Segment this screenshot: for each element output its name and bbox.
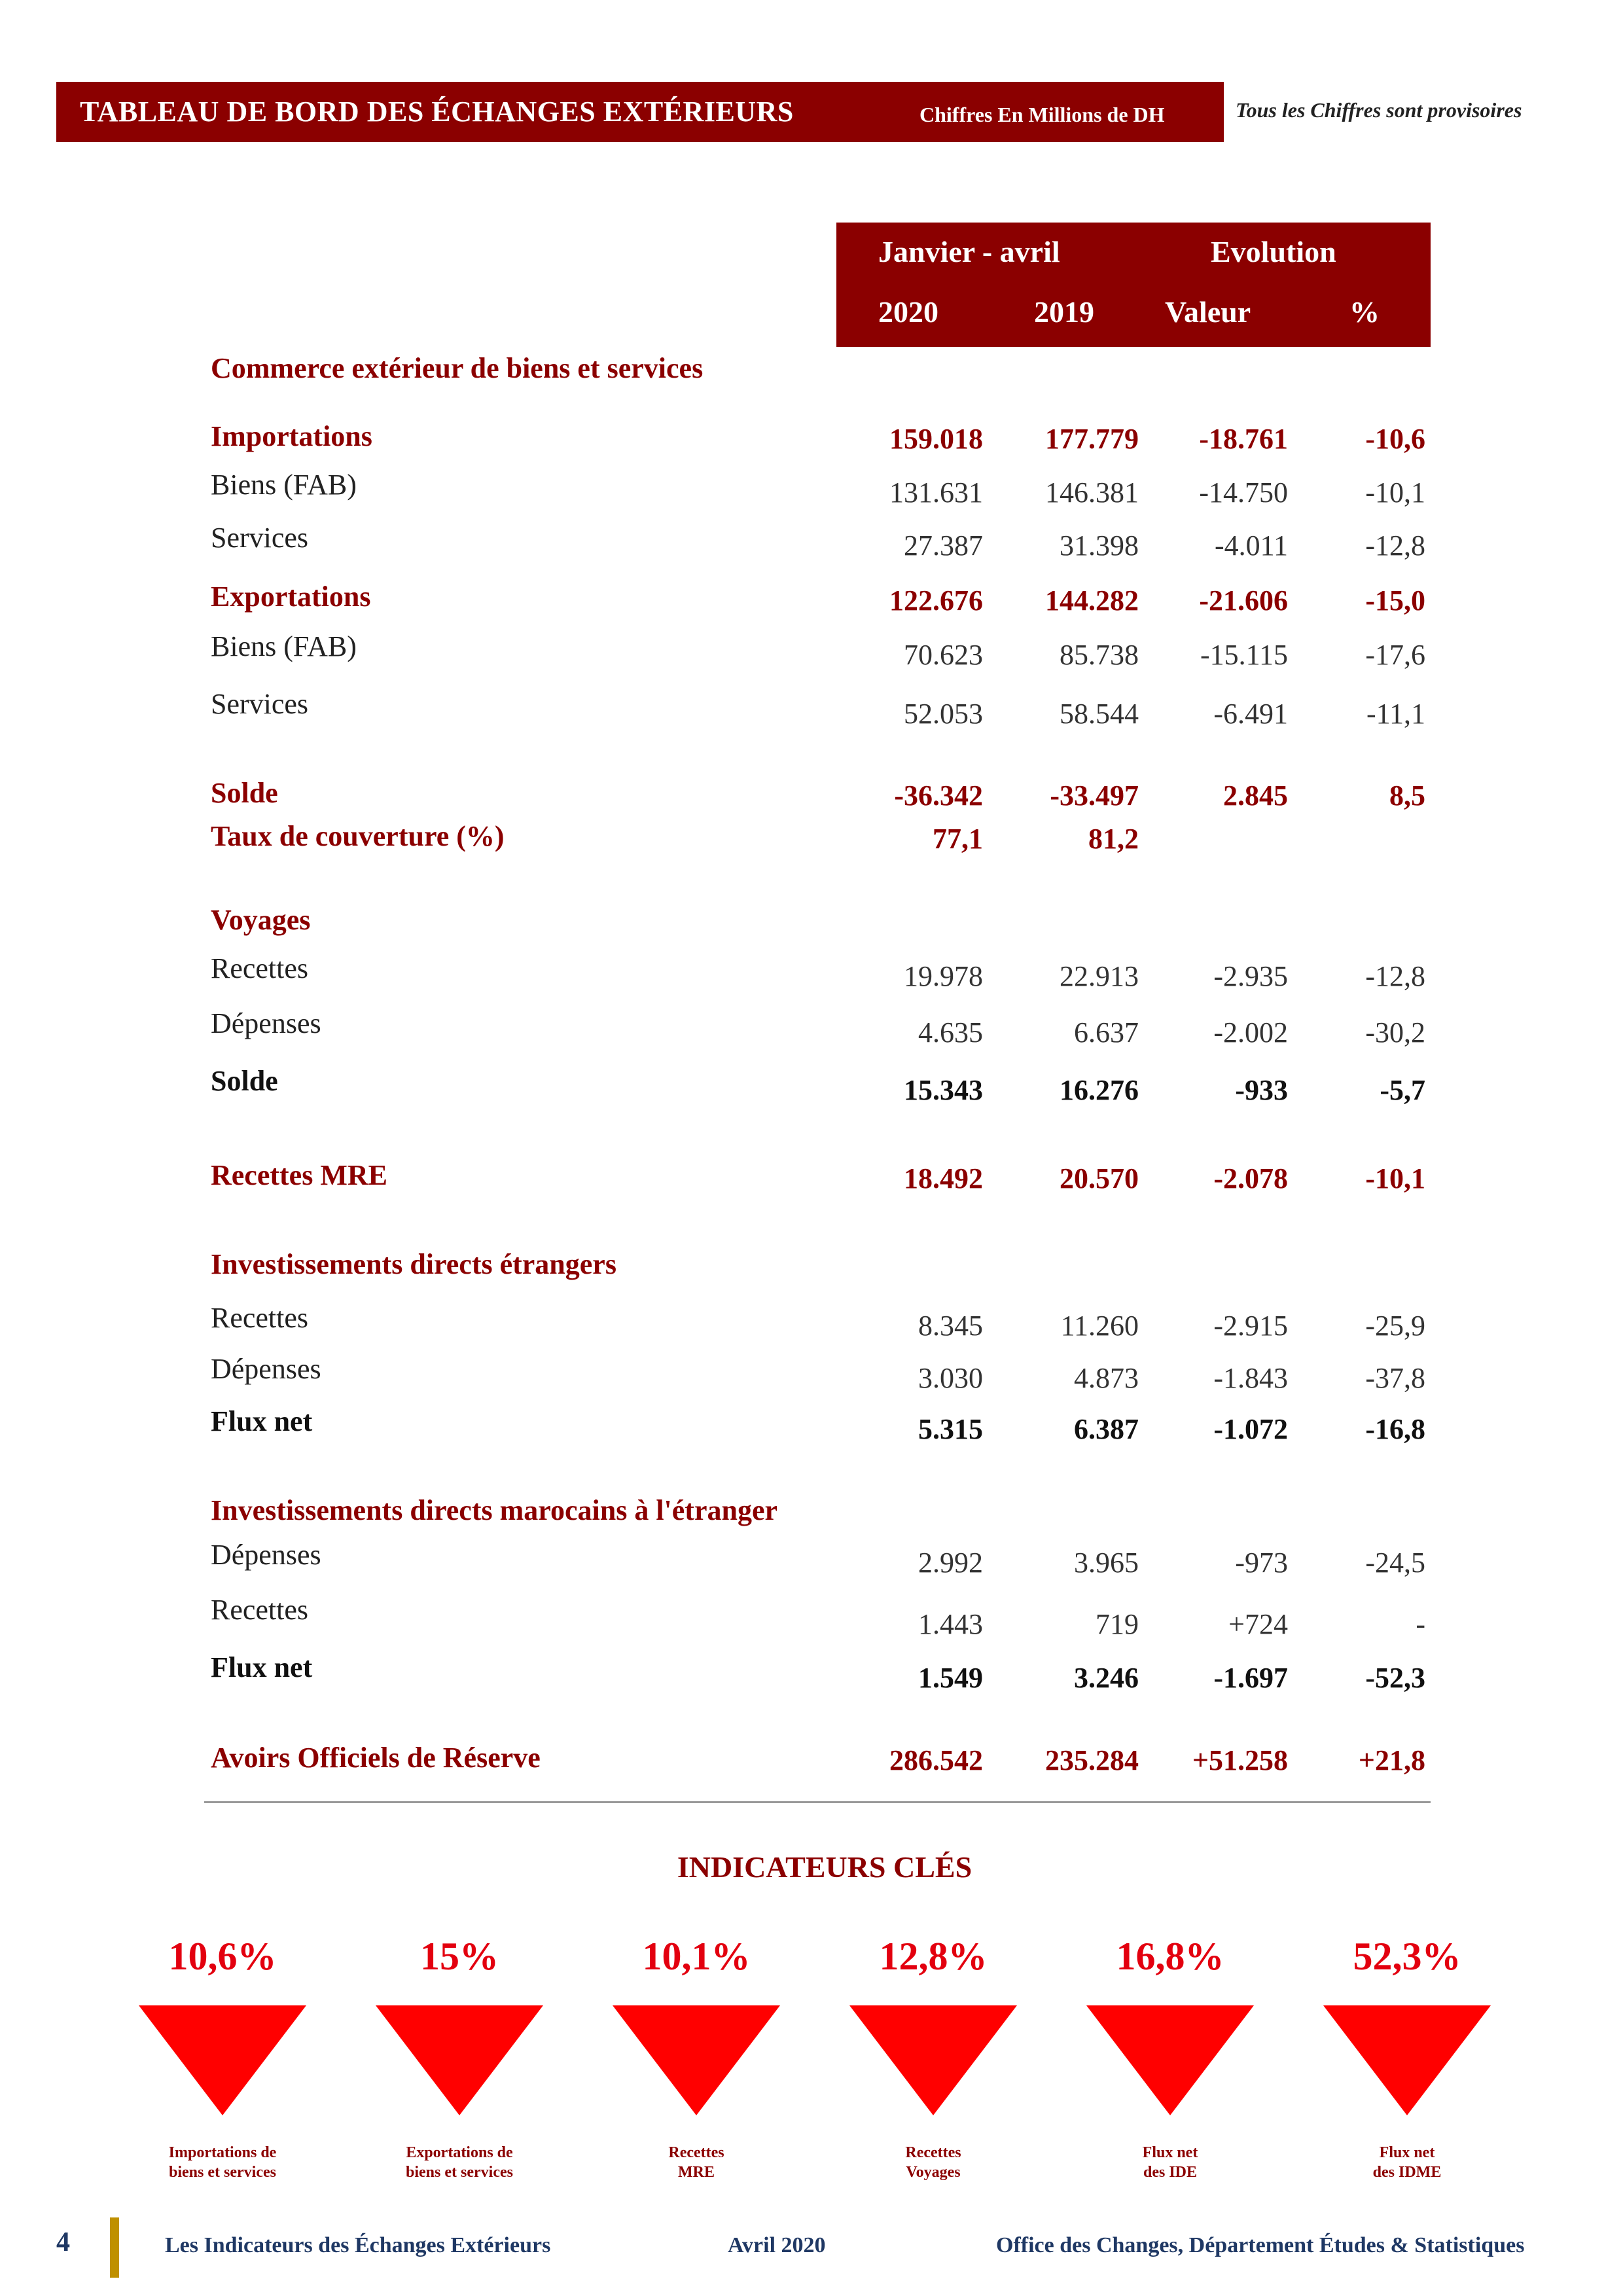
down-triangle-icon — [613, 2005, 780, 2115]
value-2019: 235.284 — [1045, 1744, 1139, 1776]
evolution-value: -1.072 — [1213, 1413, 1288, 1445]
row-label: Taux de couverture (%) — [211, 820, 505, 852]
caption-line: Voyages — [906, 2164, 961, 2181]
value-2019: 3.965 — [1074, 1547, 1139, 1579]
indicator-value: 10,1% — [642, 1935, 751, 1978]
evolution-value: +724 — [1228, 1608, 1288, 1640]
value-2020: 1.443 — [918, 1608, 983, 1640]
evolution-value: -2.915 — [1213, 1310, 1288, 1342]
caption-line: des IDE — [1143, 2164, 1198, 2181]
row-label: Solde — [211, 777, 278, 809]
evolution-percent: -11,1 — [1366, 698, 1425, 730]
row-label: Recettes — [211, 1594, 309, 1626]
table-divider — [204, 1801, 1431, 1803]
evolution-value: -4.011 — [1214, 529, 1288, 562]
row-label: Avoirs Officiels de Réserve — [211, 1742, 541, 1774]
row-label: Recettes MRE — [211, 1159, 387, 1191]
caption-line: des IDME — [1372, 2164, 1442, 2181]
value-2019: 22.913 — [1060, 960, 1139, 992]
indicator-value: 15% — [420, 1935, 499, 1978]
evolution-percent: 8,5 — [1389, 780, 1425, 812]
value-2019: 81,2 — [1088, 823, 1139, 855]
caption-line: Flux net — [1142, 2144, 1198, 2161]
row-label: Exportations — [211, 581, 371, 613]
value-2019: 31.398 — [1060, 529, 1139, 562]
value-2020: 286.542 — [889, 1744, 983, 1776]
value-2020: 159.018 — [889, 423, 983, 455]
row-label: Dépenses — [211, 1353, 321, 1385]
indicator-caption — [1072, 2143, 1268, 2182]
footer-date: Avril 2020 — [728, 2233, 826, 2257]
down-triangle-icon — [139, 2005, 306, 2115]
value-2019: 85.738 — [1060, 639, 1139, 671]
evolution-value: -15.115 — [1200, 639, 1288, 671]
value-2019: 146.381 — [1045, 476, 1139, 509]
value-2020: 3.030 — [918, 1362, 983, 1394]
row-label: Dépenses — [211, 1007, 321, 1039]
value-2019: -33.497 — [1050, 780, 1139, 812]
evolution-percent: -10,6 — [1365, 423, 1425, 455]
value-2020: 19.978 — [904, 960, 983, 992]
row-label: Biens (FAB) — [211, 630, 357, 662]
caption-line: Recettes — [905, 2144, 961, 2161]
evolution-value: -6.491 — [1213, 698, 1288, 730]
indicators-title: INDICATEURS CLÉS — [677, 1850, 972, 1884]
evolution-value: -2.078 — [1213, 1162, 1288, 1194]
row-label: Services — [211, 688, 309, 720]
evolution-percent: -12,8 — [1365, 960, 1425, 992]
value-2019: 6.387 — [1074, 1413, 1139, 1445]
value-2020: 131.631 — [889, 476, 983, 509]
evolution-percent: +21,8 — [1358, 1744, 1425, 1776]
indicator-caption — [1309, 2143, 1505, 2182]
value-2020: 52.053 — [904, 698, 983, 730]
year-2019-header: 2019 — [1034, 295, 1094, 329]
row-label: Services — [211, 522, 309, 554]
row-label: Recettes — [211, 1302, 309, 1334]
indicator-value: 16,8% — [1116, 1935, 1224, 1978]
row-label: Flux net — [211, 1651, 313, 1683]
row-label: Flux net — [211, 1405, 313, 1437]
year-2020-header: 2020 — [878, 295, 938, 329]
evolution-value: -1.697 — [1213, 1662, 1288, 1694]
row-label: Solde — [211, 1065, 278, 1097]
indicator-caption — [124, 2143, 321, 2182]
evolution-value: -973 — [1235, 1547, 1288, 1579]
page-title: TABLEAU DE BORD DES ÉCHANGES EXTÉRIEURS — [80, 96, 794, 128]
section-ide: Investissements directs étrangers — [211, 1248, 616, 1280]
percent-header: % — [1349, 295, 1380, 329]
value-2020: 18.492 — [904, 1162, 983, 1194]
value-2019: 177.779 — [1045, 423, 1139, 455]
value-2020: 15.343 — [904, 1074, 983, 1106]
evolution-value: -2.002 — [1213, 1016, 1288, 1049]
row-label: Importations — [211, 420, 372, 452]
value-2019: 20.570 — [1060, 1162, 1139, 1194]
footer-accent-bar — [110, 2217, 119, 2278]
value-2020: -36.342 — [894, 780, 983, 812]
value-2019: 144.282 — [1045, 584, 1139, 617]
evolution-percent: -25,9 — [1365, 1310, 1425, 1342]
evolution-percent: -5,7 — [1380, 1074, 1425, 1106]
caption-line: Exportations de — [406, 2144, 513, 2161]
footer-organization: Office des Changes, Département Études & Statistiques — [996, 2233, 1525, 2257]
value-2019: 11.260 — [1060, 1310, 1139, 1342]
indicator-imports — [124, 1934, 321, 2182]
indicator-ide — [1072, 1934, 1268, 2182]
down-triangle-icon — [1086, 2005, 1254, 2115]
caption-line: Flux net — [1379, 2144, 1435, 2161]
row-label: Biens (FAB) — [211, 469, 357, 501]
evolution-header: Evolution — [1211, 235, 1336, 268]
down-triangle-icon — [849, 2005, 1017, 2115]
row-label: Dépenses — [211, 1539, 321, 1571]
evolution-percent: -17,6 — [1365, 639, 1425, 671]
evolution-value: -1.843 — [1213, 1362, 1288, 1394]
down-triangle-icon — [1323, 2005, 1491, 2115]
evolution-percent: -16,8 — [1365, 1413, 1425, 1445]
evolution-percent: -30,2 — [1365, 1016, 1425, 1049]
evolution-percent: -52,3 — [1365, 1662, 1425, 1694]
row-label: Recettes — [211, 952, 309, 984]
evolution-value: -2.935 — [1213, 960, 1288, 992]
indicator-value: 10,6% — [168, 1935, 277, 1978]
page-number: 4 — [56, 2227, 70, 2257]
value-2020: 8.345 — [918, 1310, 983, 1342]
caption-line: biens et services — [406, 2164, 513, 2181]
indicator-value: 12,8% — [879, 1935, 988, 1978]
value-2019: 3.246 — [1074, 1662, 1139, 1694]
evolution-percent: -12,8 — [1365, 529, 1425, 562]
value-2020: 2.992 — [918, 1547, 983, 1579]
value-2020: 70.623 — [904, 639, 983, 671]
indicator-mre — [598, 1934, 794, 2182]
value-2020: 27.387 — [904, 529, 983, 562]
section-idme: Investissements directs marocains à l'étranger — [211, 1494, 778, 1526]
caption-line: biens et services — [169, 2164, 276, 2181]
down-triangle-icon — [376, 2005, 543, 2115]
caption-line: MRE — [678, 2164, 715, 2181]
evolution-value: -14.750 — [1199, 476, 1288, 509]
evolution-value: 2.845 — [1223, 780, 1288, 812]
evolution-percent: -37,8 — [1365, 1362, 1425, 1394]
indicator-caption — [361, 2143, 558, 2182]
value-2020: 5.315 — [918, 1413, 983, 1445]
footer-publication: Les Indicateurs des Échanges Extérieurs — [165, 2233, 551, 2257]
value-2019: 16.276 — [1060, 1074, 1139, 1106]
section-voyages: Voyages — [211, 904, 311, 936]
period-header: Janvier - avril — [878, 235, 1060, 268]
indicator-voyages — [835, 1934, 1031, 2182]
evolution-percent: -24,5 — [1365, 1547, 1425, 1579]
indicator-idme — [1309, 1934, 1505, 2182]
evolution-percent: -15,0 — [1365, 584, 1425, 617]
indicator-value: 52,3% — [1353, 1935, 1461, 1978]
evolution-value: -933 — [1235, 1074, 1288, 1106]
valeur-header: Valeur — [1165, 295, 1251, 329]
evolution-value: -21.606 — [1199, 584, 1288, 617]
value-2020: 1.549 — [918, 1662, 983, 1694]
evolution-percent: -10,1 — [1365, 476, 1425, 509]
units-note: Chiffres En Millions de DH — [919, 103, 1165, 126]
indicator-caption — [598, 2143, 794, 2182]
value-2019: 719 — [1096, 1608, 1139, 1640]
indicator-exports — [361, 1934, 558, 2182]
value-2019: 58.544 — [1060, 698, 1139, 730]
value-2019: 6.637 — [1074, 1016, 1139, 1049]
evolution-percent: - — [1416, 1608, 1425, 1640]
evolution-percent: -10,1 — [1365, 1162, 1425, 1194]
caption-line: Importations de — [168, 2144, 277, 2161]
indicator-caption — [835, 2143, 1031, 2182]
caption-line: Recettes — [668, 2144, 724, 2161]
provisional-note: Tous les Chiffres sont provisoires — [1236, 98, 1522, 122]
evolution-value: -18.761 — [1199, 423, 1288, 455]
value-2020: 4.635 — [918, 1016, 983, 1049]
section-commerce: Commerce extérieur de biens et services — [211, 352, 704, 384]
evolution-value: +51.258 — [1192, 1744, 1288, 1776]
value-2020: 77,1 — [933, 823, 983, 855]
value-2019: 4.873 — [1074, 1362, 1139, 1394]
value-2020: 122.676 — [889, 584, 983, 617]
